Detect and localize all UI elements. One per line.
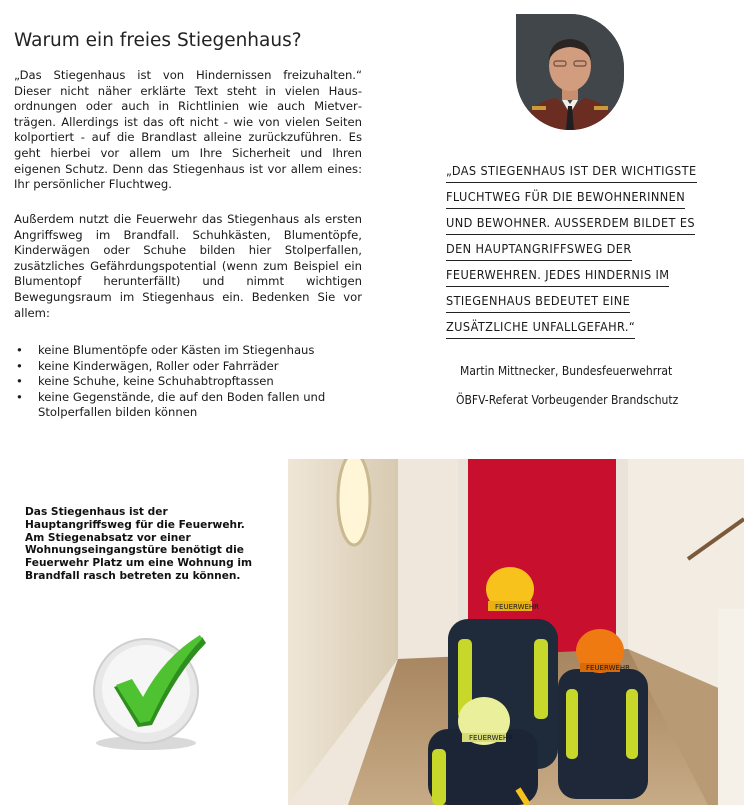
quote-line: DEN HAUPTANGRIFFSWEG DER	[446, 238, 632, 261]
list-item: • keine Gegenstände, die auf den Boden fallen und Stolperfallen bilden können	[14, 390, 364, 421]
quote-attribution	[456, 357, 682, 415]
helmet-label: FEUERWEHR	[469, 734, 514, 742]
quote-line: FLUCHTWEG FÜR DIE BEWOHNERINNEN	[446, 186, 685, 209]
quote-line: FEUERWEHREN. JEDES HINDERNIS IM	[446, 264, 669, 287]
pull-quote	[446, 160, 716, 342]
second-paragraph: Außerdem nutzt die Feuerwehr das Stiegenhaus als ersten Angriffsweg im Brandfall. Schuhkästen, Blumentöpfe, Kinderwägen oder Schuhe bilden hier Stolperfallen, zusätzliches Gefährdungspotential (wenn zum Beispiel ein Blumentopf herunterfällt) und nimmt wichtigen Bewegungsraum im Stiegenhaus ein. Bedenken Sie vor allem:	[14, 212, 362, 320]
quote-line: „DAS STIEGENHAUS IST DER WICHTIGSTE	[446, 160, 697, 183]
article-heading: Warum ein freies Stiegenhaus?	[14, 30, 302, 51]
intro-paragraph: „Das Stiegenhaus ist von Hindernissen freizuhalten.“ Dieser nicht näher erklärte Text steht in vielen Hausordnungen oder auch in Richtlinien wie auch Mietverträgen. Allerdings ist das oft nicht - wie von vielen Seiten kolportiert - auf die Brandlast alleine zurückzuführen. Es geht hierbei vor allem um Ihre Sicherheit und Ihren eigenen Schutz. Denn das Stiegenhaus ist vor allem eines: Ihr persönlicher Fluchtweg.	[14, 68, 362, 192]
list-item: • keine Kinderwägen, Roller oder Fahrräder	[14, 359, 364, 375]
helmet-label: FEUERWEHR	[586, 664, 631, 672]
rules-list	[14, 343, 364, 421]
firefighters-photo	[288, 459, 744, 805]
author-name: Martin Mittnecker, Bundesfeuerwehrrat	[460, 364, 673, 378]
checkmark-icon	[80, 625, 212, 755]
list-item: • keine Blumentöpfe oder Kästen im Stiegenhaus	[14, 343, 364, 359]
author-portrait	[516, 14, 624, 130]
photo-caption: Das Stiegenhaus ist der Hauptangriffsweg für die Feuerwehr. Am Stiegenabsatz vor einer Wohnungseingangstüre benötigt die Feuerwehr Platz um eine Wohnung im Brandfall rasch betreten zu können.	[25, 506, 253, 582]
list-item: • keine Schuhe, keine Schuhabtropftassen	[14, 374, 364, 390]
helmet-label: FEUERWEHR	[495, 603, 540, 611]
quote-line: STIEGENHAUS BEDEUTET EINE	[446, 290, 630, 313]
quote-line: UND BEWOHNER. AUSSERDEM BILDET ES	[446, 212, 695, 235]
quote-line: ZUSÄTZLICHE UNFALLGEFAHR.“	[446, 316, 635, 339]
author-role: ÖBFV-Referat Vorbeugender Brandschutz	[456, 393, 679, 407]
